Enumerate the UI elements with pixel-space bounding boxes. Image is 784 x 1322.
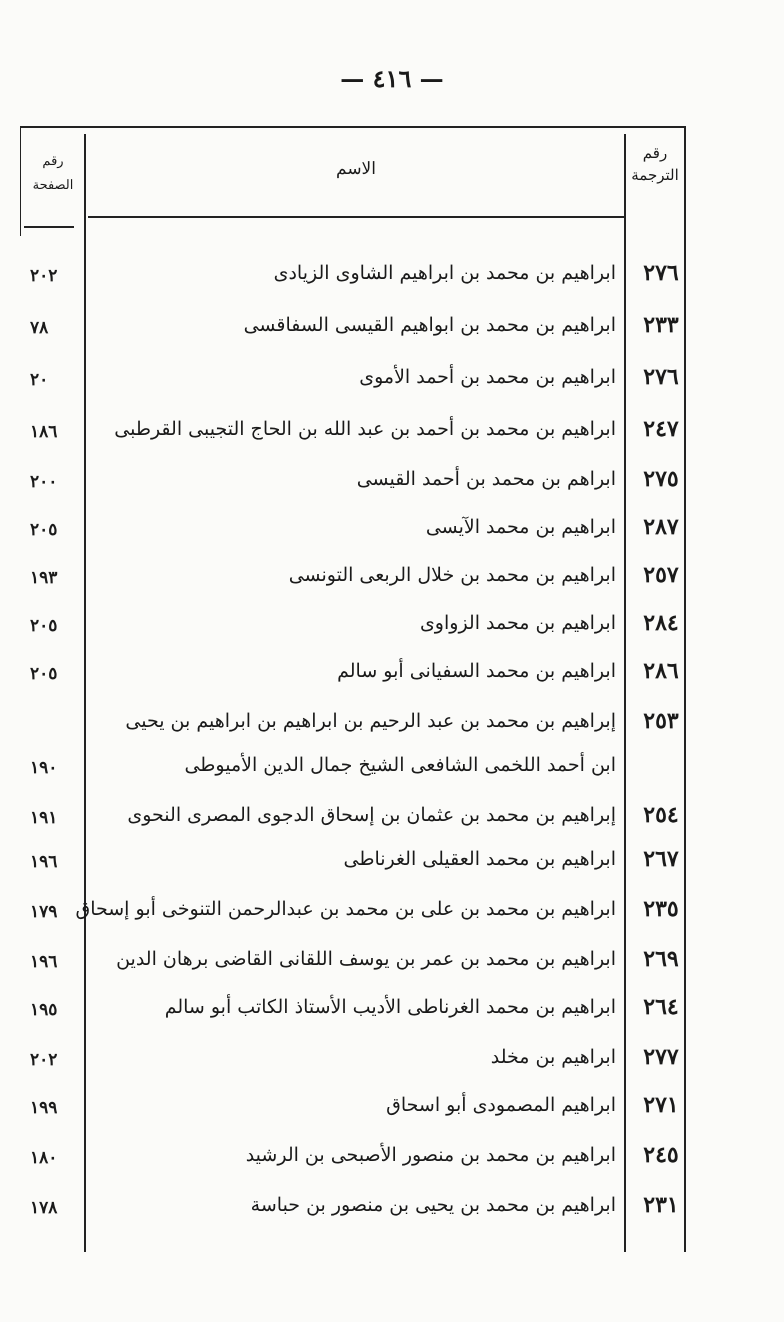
entry-number: ٢٧٦: [643, 364, 679, 390]
entry-page: ٧٨: [30, 318, 49, 338]
entry-page: ١٩٩: [30, 1098, 58, 1118]
table-row: [0, 462, 784, 502]
table-row: [0, 704, 784, 744]
table-row: [0, 798, 784, 838]
table-top-rule: [20, 126, 684, 128]
header-number-line1: رقم: [642, 144, 668, 162]
header-page-line1: رقم: [42, 154, 64, 169]
entry-number: ٢٤٧: [643, 416, 679, 442]
entry-number: ٢٥٣: [643, 708, 679, 734]
header-name-label: الاسم: [336, 159, 376, 179]
table-row: [0, 510, 784, 550]
entry-number: ٢٣٥: [643, 896, 679, 922]
header-number-col: [626, 142, 684, 186]
entry-page: ٢٠٠: [30, 472, 58, 492]
entry-page: ١٩٥: [30, 1000, 58, 1020]
entry-page: ٢٠٥: [30, 616, 58, 636]
entry-number: ٢٧٥: [643, 466, 679, 492]
outer-left-border: [20, 126, 21, 236]
entry-number: ٢٦٤: [643, 994, 679, 1020]
table-row: [0, 606, 784, 646]
entry-number: ٢٣٣: [643, 312, 679, 338]
entry-page: ١٩٠: [30, 758, 58, 778]
entry-page: ١٧٨: [30, 1198, 58, 1218]
entry-number: ٢٨٦: [643, 658, 679, 684]
entry-name: ابراهيم بن محمد بن ابواهيم القيسى السفاقسى: [243, 314, 616, 336]
header-divider-rule: [88, 216, 624, 218]
table-row: [0, 412, 784, 452]
table-row: [0, 990, 784, 1030]
entry-name: ابراهيم بن محمد العقيلى الغرناطى: [343, 848, 616, 870]
entry-page: ١٩٣: [30, 568, 58, 588]
table-row: [0, 308, 784, 348]
entry-name: ابراهيم بن محمد بن خلال الربعى التونسى: [288, 564, 616, 586]
header-page-line2: الصفحة: [32, 178, 74, 193]
entry-name: ابراهيم بن محمد بن منصور الأصبحى بن الرشيد: [245, 1144, 616, 1166]
entry-number: ٢٥٧: [643, 562, 679, 588]
header-number-line2: الترجمة: [631, 166, 679, 184]
entry-name: ابراهيم بن محمد بن يحيى بن منصور بن حباسة: [250, 1194, 616, 1216]
page-col-underline: [24, 226, 74, 228]
entry-name: ابراهيم بن محمد السفيانى أبو سالم: [337, 660, 616, 682]
table-row: [0, 654, 784, 694]
entry-number: ٢٥٤: [643, 802, 679, 828]
table-row: [0, 1188, 784, 1228]
table-row: [0, 942, 784, 982]
entry-number: ٢٦٧: [643, 846, 679, 872]
entry-number: ٢٦٩: [643, 946, 679, 972]
table-row: [0, 842, 784, 882]
page-number: — ٤١٦ —: [340, 64, 444, 93]
entry-page: ٢٠: [30, 370, 49, 390]
table-row: [0, 748, 784, 788]
entry-name: ابراهيم المصمودى أبو اسحاق: [386, 1094, 616, 1116]
entry-name: ابراهيم بن محمد بن أحمد الأموى: [359, 366, 616, 388]
entry-page: ٢٠٢: [30, 1050, 58, 1070]
entry-name: ابراهيم بن محمد بن ابراهيم الشاوى الزيادى: [273, 262, 616, 284]
table-row: [0, 256, 784, 296]
header-name-col: [88, 158, 624, 180]
table-row: [0, 1040, 784, 1080]
table-row: [0, 892, 784, 932]
entry-name: ابراهيم بن محمد بن أحمد بن عبد الله بن الحاج التجيبى القرطبى: [114, 418, 616, 440]
entry-name: ابراهيم بن محمد الآيسى: [425, 516, 616, 538]
entry-name: إبراهيم بن محمد بن عبد الرحيم بن ابراهيم بن ابراهيم بن يحيى: [125, 710, 616, 732]
entry-name: ابراهيم بن محمد بن عمر بن يوسف اللقانى القاضى برهان الدين: [116, 948, 616, 970]
entry-number: ٢٧٧: [643, 1044, 679, 1070]
entry-number: ٢٧١: [643, 1092, 679, 1118]
entry-name: ابراهيم بن محمد الزواوى: [419, 612, 616, 634]
entry-name: ابراهم بن محمد بن أحمد القيسى: [356, 468, 616, 490]
entry-page: ١٧٩: [30, 902, 58, 922]
entry-name: ابراهيم بن محمد بن على بن محمد بن عبدالرحمن التنوخى أبو إسحاق: [75, 898, 616, 920]
table-row: [0, 1138, 784, 1178]
table-row: [0, 558, 784, 598]
entry-name: إبراهيم بن محمد بن عثمان بن إسحاق الدجوى المصرى النحوى: [127, 804, 616, 826]
entry-name: ابراهيم بن محمد الغرناطى الأديب الأستاذ الكاتب أبو سالم: [164, 996, 616, 1018]
entry-number: ٢٨٤: [643, 610, 679, 636]
entry-name: ابراهيم بن مخلد: [490, 1046, 616, 1068]
entry-page: ٢٠٥: [30, 664, 58, 684]
header-page-col: [22, 150, 84, 198]
entry-page: ٢٠٥: [30, 520, 58, 540]
entry-name: ابن أحمد اللخمى الشافعى الشيخ جمال الدين الأميوطى: [184, 754, 616, 776]
entry-page: ١٨٠: [30, 1148, 58, 1168]
entry-number: ٢٣١: [643, 1192, 679, 1218]
entry-page: ١٩١: [30, 808, 58, 828]
entry-page: ١٨٦: [30, 422, 58, 442]
entry-number: ٢٤٥: [643, 1142, 679, 1168]
entry-page: ١٩٦: [30, 852, 58, 872]
entry-number: ٢٨٧: [643, 514, 679, 540]
entry-page: ٢٠٢: [30, 266, 58, 286]
table-row: [0, 1088, 784, 1128]
table-row: [0, 360, 784, 400]
entry-page: ١٩٦: [30, 952, 58, 972]
entry-number: ٢٧٦: [643, 260, 679, 286]
